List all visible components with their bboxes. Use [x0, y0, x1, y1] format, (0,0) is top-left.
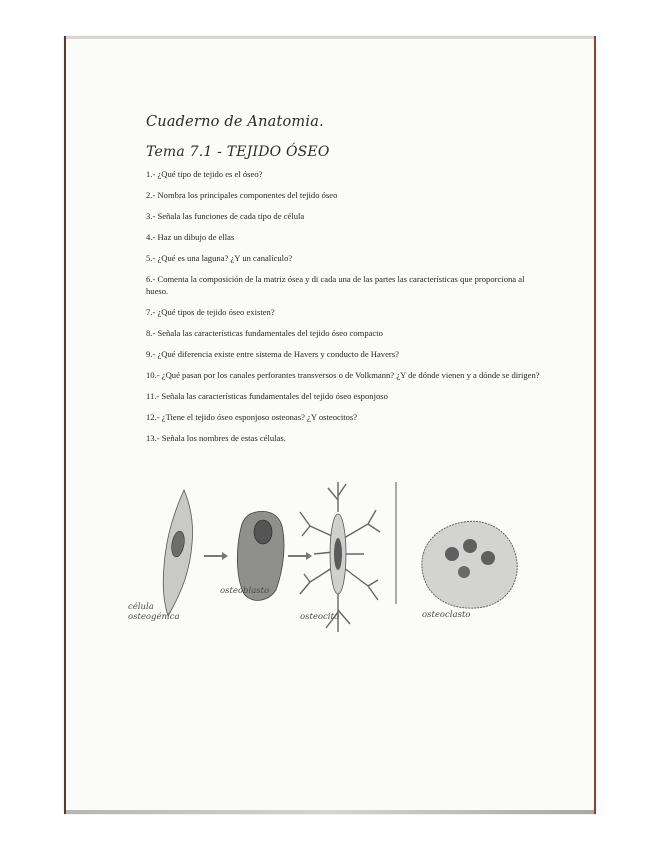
- question-item: 7.- ¿Qué tipos de tejido óseo existen?: [146, 307, 275, 317]
- question-item: 9.- ¿Qué diferencia existe entre sistema de Havers y conducto de Havers?: [146, 349, 399, 359]
- bone-cells-figure: [124, 482, 524, 652]
- question-item: 13.- Señala los nombres de estas células.: [146, 433, 286, 443]
- osteocyte-drawing: [300, 482, 380, 632]
- question-item: 4.- Haz un dibujo de ellas: [146, 232, 235, 242]
- caption-osteogenic-cell: célula osteogénica: [128, 602, 180, 622]
- question-item: 12.- ¿Tiene el tejido óseo esponjoso osteonas? ¿Y osteocitos?: [146, 412, 358, 422]
- arrow-icon: [204, 552, 228, 560]
- osteogenic-cell-drawing: [163, 490, 192, 616]
- question-list: [146, 168, 546, 453]
- document-subtitle: Tema 7.1 - TEJIDO ÓSEO: [146, 144, 330, 160]
- bone-cells-drawing: [124, 482, 524, 652]
- question-item: 10.- ¿Qué pasan por los canales perforantes transversos o de Volkmann? ¿Y de dónde vienen y a dónde se dirigen?: [146, 370, 540, 380]
- question-item: 3.- Señala las funciones de cada tipo de célula: [146, 211, 305, 221]
- question-item: 2.- Nombra los principales componentes del tejido óseo: [146, 190, 338, 200]
- question-item: 6.- Comenta la composición de la matriz ósea y di cada una de las partes las características que proporciona al hueso.: [146, 274, 525, 296]
- caption-osteoclast: osteoclasto: [422, 610, 471, 620]
- document-page: [64, 36, 596, 814]
- osteoclast-drawing: [422, 521, 517, 608]
- question-item: 11.- Señala las características fundamentales del tejido óseo esponjoso: [146, 391, 388, 401]
- arrow-icon: [288, 552, 312, 560]
- question-item: 5.- ¿Qué es una laguna? ¿Y un canalículo?: [146, 253, 293, 263]
- document-title: Cuaderno de Anatomia.: [146, 114, 324, 130]
- question-item: 1.- ¿Qué tipo de tejido es el óseo?: [146, 169, 263, 179]
- caption-osteoblast: osteoblasto: [220, 586, 270, 596]
- question-item: 8.- Señala las características fundamentales del tejido óseo compacto: [146, 328, 383, 338]
- caption-osteocyte: osteocito: [300, 612, 340, 622]
